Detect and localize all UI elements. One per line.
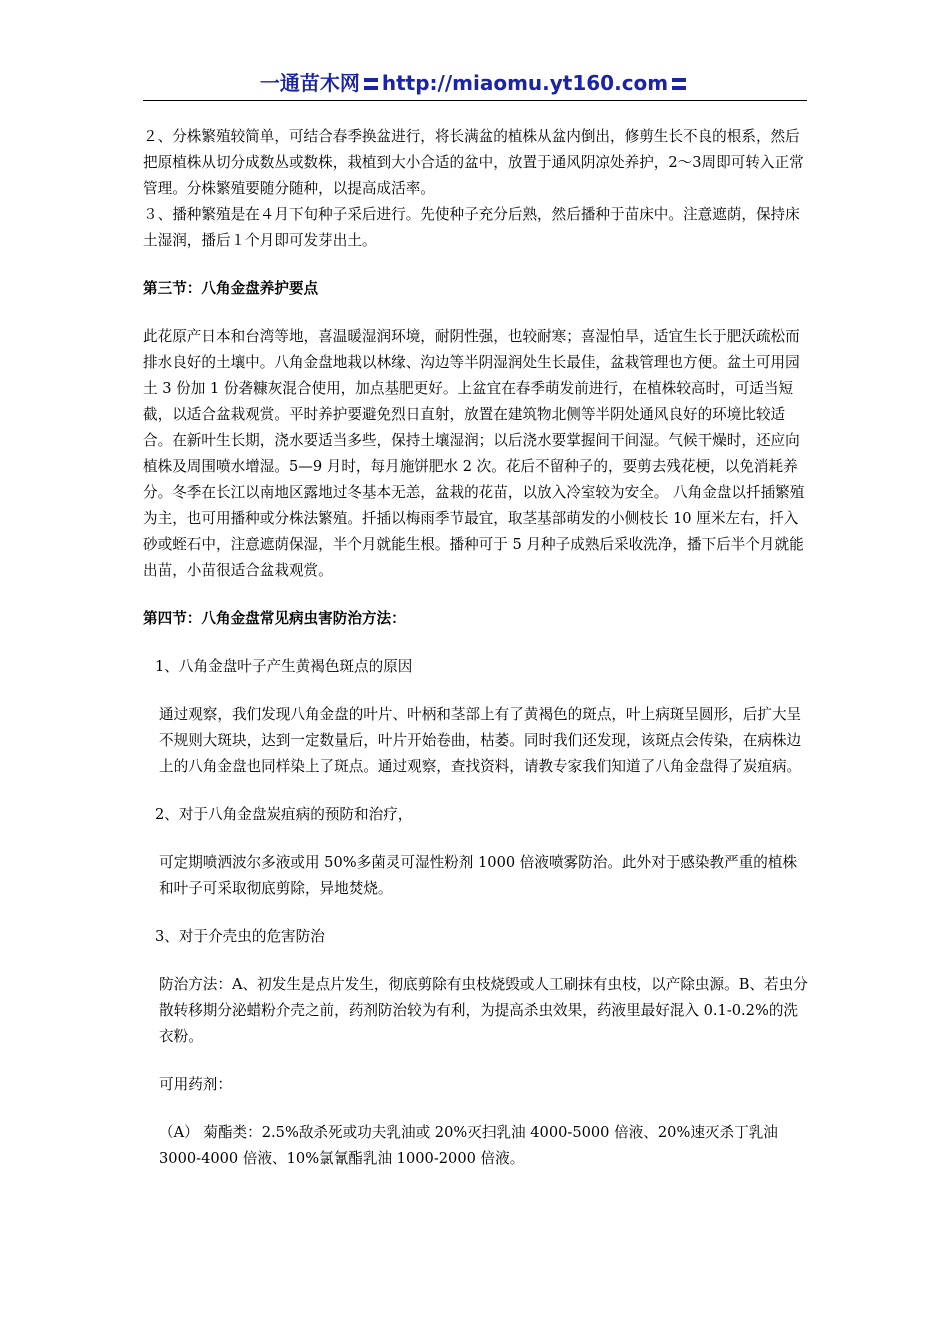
paragraph-division-propagation: ２、分株繁殖较简单，可结合春季换盆进行，将长满盆的植株从盆内倒出，修剪生长不良的根系，然后把原植株从切分成数丛或数株，栽植到大小合适的盆中，放置于通风阴凉处养护，2～3周即可转入正常管理。分株繁殖要随分随种，以提高成活率。 [143, 128, 804, 197]
item-2-heading: 2、对于八角金盘炭疽病的预防和治疗， [155, 806, 413, 823]
paragraph-available-pesticides: 可用药剂： [159, 1076, 232, 1093]
paragraph-seed-propagation: ３、播种繁殖是在４月下旬种子采后进行。先使种子充分后熟，然后播种于苗床中。注意遮荫，保持床土湿润，播后１个月即可发芽出土。 [143, 206, 800, 249]
item-3-heading: 3、对于介壳虫的危害防治 [155, 928, 325, 945]
equal-bars-icon [364, 76, 378, 92]
paragraph-care-points: 此花原产日本和台湾等地，喜温暖湿润环境，耐阴性强，也较耐寒；喜湿怕旱，适宜生长于肥沃疏松而排水良好的土壤中。八角金盘地栽以林缘、沟边等半阴湿润处生长最佳，盆栽管理也方便。盆土可用园土 3 份加 1 份砻糠灰混合使用，加点基肥更好。上盆宜在春季萌发前进行，在植株较高时，可适当短截，以适合盆栽观赏。平时养护要避免烈日直射，放置在建筑物北侧等半阴处通风良好的环境比较适合。在新叶生长期，浇水要适当多些，保持土壤湿润；以后浇水要掌握间干间湿。气候干燥时，还应向植株及周围喷水增湿。5—9 月时，每月施饼肥水 2 次。花后不留种子的，要剪去残花梗，以免消耗养分。冬季在长江以南地区露地过冬基本无恙，盆栽的花苗，以放入冷室较为安全。 八角金盘以扦插繁殖为主，也可用播种或分株法繁殖。扦插以梅雨季节最宜，取茎基部萌发的小侧枝长 10 厘米左右，扦入砂或蛭石中，注意遮荫保湿，半个月就能生根。播种可于 5 月种子成熟后采收洗净，播下后半个月就能出苗，小苗很适合盆栽观赏。 [143, 328, 805, 579]
section-3-title: 第三节：八角金盘养护要点 [143, 280, 319, 297]
header-url: http://miaomu.yt160.com [381, 71, 669, 95]
item-1-heading: 1、八角金盘叶子产生黄褐色斑点的原因 [155, 658, 413, 675]
document-body [143, 124, 808, 1172]
page-header [143, 70, 807, 101]
section-4-title: 第四节：八角金盘常见病虫害防治方法： [143, 610, 406, 627]
paragraph-anthracnose-treatment: 可定期喷洒波尔多液或用 50%多菌灵可湿性粉剂 1000 倍液喷雾防治。此外对于感染教严重的植株和叶子可采取彻底剪除，异地焚烧。 [159, 854, 798, 897]
paragraph-pyrethroids: （A） 菊酯类：2.5%敌杀死或功夫乳油或 20%灭扫乳油 4000-5000 倍液、20%速灭杀丁乳油 3000-4000 倍液、10%氯氰酯乳油 1000-2000 倍液。 [159, 1124, 778, 1167]
equal-bars-icon [672, 76, 686, 92]
header-site-name: 一通苗木网 [259, 71, 360, 95]
paragraph-anthracnose-observation: 通过观察，我们发现八角金盘的叶片、叶柄和茎部上有了黄褐色的斑点，叶上病斑呈圆形，后扩大呈不规则大斑块，达到一定数量后，叶片开始卷曲，枯萎。同时我们还发现，该斑点会传染，在病株边上的八角金盘也同样染上了斑点。通过观察，查找资料，请教专家我们知道了八角金盘得了炭疽病。 [159, 706, 802, 775]
paragraph-scale-insect-control: 防治方法：A、初发生是点片发生，彻底剪除有虫枝烧毁或人工刷抹有虫枝，以产除虫源。B、若虫分散转移期分泌蜡粉介壳之前，药剂防治较为有利，为提高杀虫效果，药液里最好混入 0.1-0.2%的洗衣粉。 [159, 976, 808, 1045]
